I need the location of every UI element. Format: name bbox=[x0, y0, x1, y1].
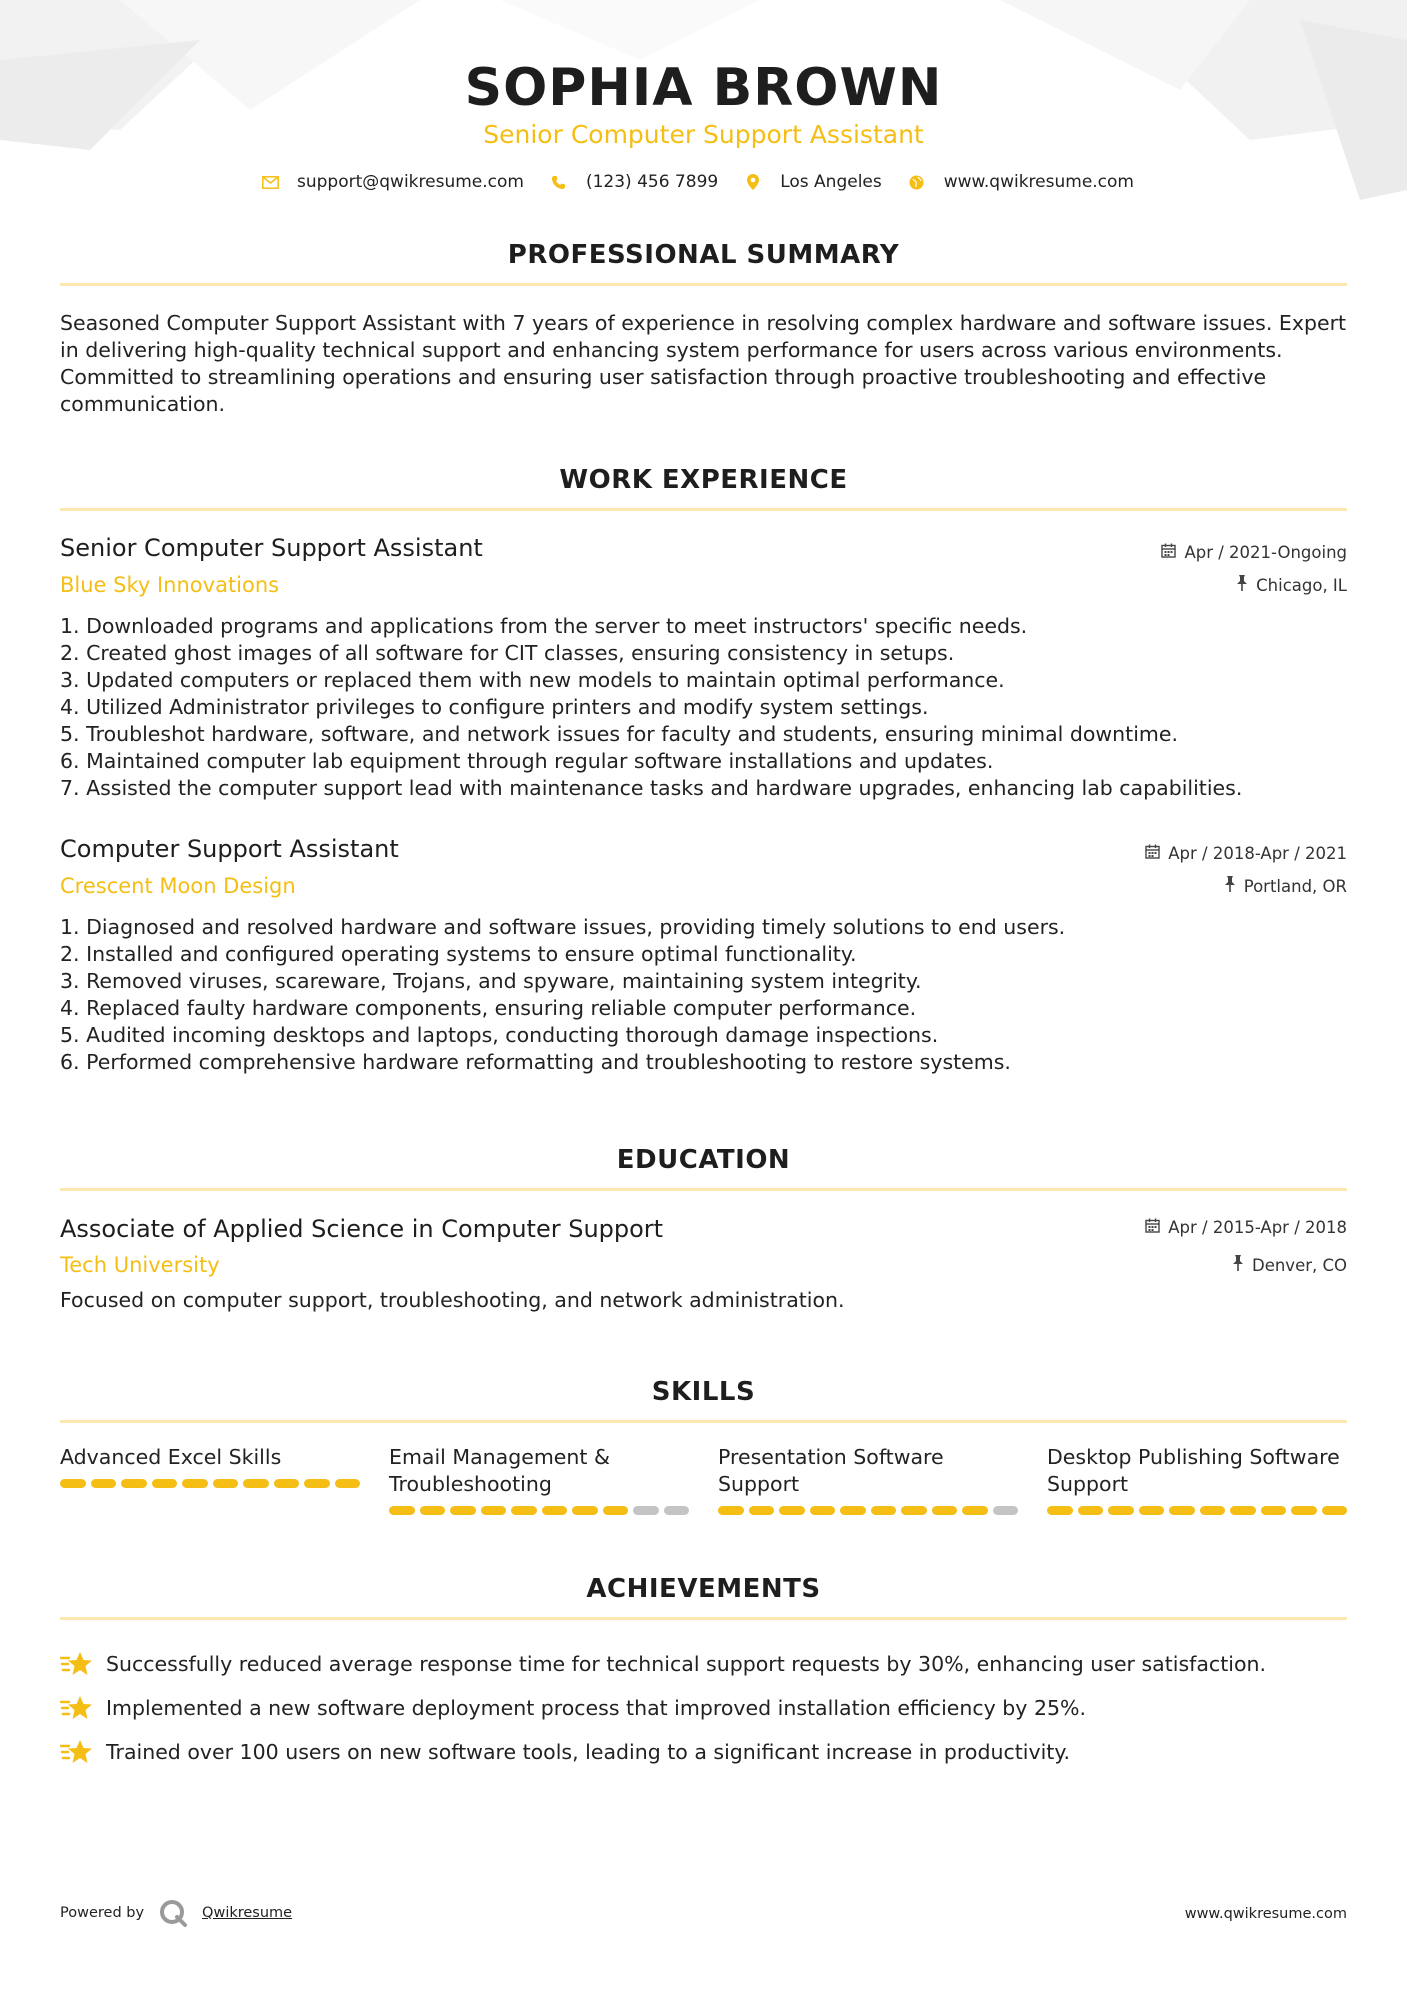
footer-website[interactable]: www.qwikresume.com bbox=[1184, 1906, 1347, 1922]
calendar-icon bbox=[1145, 1218, 1160, 1237]
skill-segment-filled bbox=[572, 1506, 598, 1515]
skill-name bbox=[60, 1444, 360, 1471]
skill-segment-filled bbox=[389, 1506, 415, 1515]
calendar-icon bbox=[1145, 844, 1160, 863]
list-item: 4. Utilized Administrator privileges to configure printers and modify system settings. bbox=[60, 695, 929, 719]
skill-item bbox=[718, 1444, 1018, 1515]
skill-level-bar bbox=[1047, 1506, 1347, 1515]
education-location-text: Denver, CO bbox=[1251, 1255, 1347, 1275]
skill-segment-filled bbox=[603, 1506, 629, 1515]
contact-email[interactable] bbox=[261, 172, 524, 192]
skill-segment-filled bbox=[1291, 1506, 1317, 1515]
skill-segment-filled bbox=[962, 1506, 988, 1515]
job-location bbox=[1224, 876, 1347, 896]
qwikresume-logo-icon bbox=[158, 1898, 188, 1928]
summary-divider bbox=[60, 283, 1347, 286]
achievements-list bbox=[60, 1642, 1347, 1774]
skill-name-line: Email Management & bbox=[389, 1445, 610, 1469]
skill-segment-filled bbox=[779, 1506, 805, 1515]
job-location-text: Chicago, IL bbox=[1256, 575, 1347, 595]
pushpin-icon bbox=[1224, 876, 1236, 896]
skill-level-bar bbox=[718, 1506, 1018, 1515]
list-item: 4. Replaced faulty hardware components, ensuring reliable computer performance. bbox=[60, 996, 917, 1020]
job-dates bbox=[1145, 844, 1347, 863]
education-location bbox=[1232, 1255, 1347, 1275]
list-item: 1. Downloaded programs and applications from the server to meet instructors' specific needs. bbox=[60, 614, 1028, 638]
list-item: 2. Created ghost images of all software for CIT classes, ensuring consistency in setups. bbox=[60, 641, 955, 665]
skill-segment-filled bbox=[1322, 1506, 1348, 1515]
skill-segment-filled bbox=[1230, 1506, 1256, 1515]
star-icon bbox=[60, 1693, 94, 1723]
contact-phone-text: (123) 456 7899 bbox=[585, 172, 719, 192]
contact-bar bbox=[0, 172, 1407, 192]
list-item: 3. Removed viruses, scareware, Trojans, and spyware, maintaining system integrity. bbox=[60, 969, 922, 993]
list-item: 6. Performed comprehensive hardware reformatting and troubleshooting to restore systems. bbox=[60, 1050, 1011, 1074]
skill-segment-filled bbox=[450, 1506, 476, 1515]
job-dates bbox=[1161, 543, 1347, 562]
list-item: 3. Updated computers or replaced them with new models to maintain optimal performance. bbox=[60, 668, 1005, 692]
candidate-role: Senior Computer Support Assistant bbox=[483, 120, 924, 149]
calendar-icon bbox=[1161, 543, 1176, 562]
education-dates-text: Apr / 2015-Apr / 2018 bbox=[1168, 1218, 1347, 1237]
skill-segment-filled bbox=[1047, 1506, 1073, 1515]
list-item: 5. Troubleshot hardware, software, and network issues for faculty and students, ensuring minimal downtime. bbox=[60, 722, 1179, 746]
skill-segment-filled bbox=[840, 1506, 866, 1515]
education-school: Tech University bbox=[60, 1253, 220, 1277]
skill-segment-filled bbox=[213, 1479, 239, 1488]
candidate-name: SOPHIA BROWN bbox=[464, 58, 943, 118]
education-dates bbox=[1145, 1218, 1347, 1237]
skill-segment-filled bbox=[718, 1506, 744, 1515]
powered-by-label: Powered by bbox=[60, 1905, 145, 1921]
list-item: 1. Diagnosed and resolved hardware and software issues, providing timely solutions to end users. bbox=[60, 915, 1066, 939]
skills-divider bbox=[60, 1420, 1347, 1423]
summary-heading: PROFESSIONAL SUMMARY bbox=[507, 240, 900, 270]
contact-website-text: www.qwikresume.com bbox=[943, 172, 1134, 192]
skill-item bbox=[389, 1444, 689, 1515]
skill-segment-empty bbox=[664, 1506, 690, 1515]
map-marker-icon bbox=[744, 174, 762, 190]
skill-segment-filled bbox=[91, 1479, 117, 1488]
phone-icon bbox=[550, 175, 568, 190]
achievements-heading: ACHIEVEMENTS bbox=[586, 1574, 821, 1604]
star-icon bbox=[60, 1737, 94, 1767]
qwikresume-link[interactable]: Qwikresume bbox=[202, 1905, 293, 1921]
pushpin-icon bbox=[1232, 1255, 1244, 1275]
job-location bbox=[1236, 575, 1347, 595]
skill-segment-empty bbox=[633, 1506, 659, 1515]
skill-item bbox=[1047, 1444, 1347, 1515]
contact-phone[interactable] bbox=[550, 172, 718, 192]
skill-segment-filled bbox=[749, 1506, 775, 1515]
experience-heading: WORK EXPERIENCE bbox=[559, 465, 848, 495]
list-item: 6. Maintained computer lab equipment through regular software installations and updates. bbox=[60, 749, 994, 773]
skill-segment-filled bbox=[1261, 1506, 1287, 1515]
skill-name-line: Presentation Software bbox=[718, 1445, 944, 1469]
achievement-text: Successfully reduced average response time for technical support requests by 30%, enhancing user satisfaction. bbox=[106, 1652, 1266, 1676]
list-item bbox=[60, 1686, 1347, 1730]
skill-segment-filled bbox=[420, 1506, 446, 1515]
skill-segment-filled bbox=[871, 1506, 897, 1515]
list-item: 5. Audited incoming desktops and laptops, conducting thorough damage inspections. bbox=[60, 1023, 939, 1047]
skill-item bbox=[60, 1444, 360, 1515]
list-item bbox=[60, 1642, 1347, 1686]
list-item: 7. Assisted the computer support lead with maintenance tasks and hardware upgrades, enhancing lab capabilities. bbox=[60, 776, 1243, 800]
skill-segment-filled bbox=[901, 1506, 927, 1515]
education-heading: EDUCATION bbox=[616, 1145, 791, 1175]
skill-segment-filled bbox=[1169, 1506, 1195, 1515]
globe-icon bbox=[908, 175, 926, 190]
pushpin-icon bbox=[1236, 575, 1248, 595]
skill-segment-filled bbox=[1078, 1506, 1104, 1515]
skill-name-line: Support bbox=[1047, 1472, 1129, 1496]
job-company: Crescent Moon Design bbox=[60, 874, 296, 898]
job-dates-text: Apr / 2018-Apr / 2021 bbox=[1168, 844, 1347, 863]
contact-website[interactable] bbox=[908, 172, 1134, 192]
achievements-divider bbox=[60, 1617, 1347, 1620]
job-title: Senior Computer Support Assistant bbox=[60, 534, 483, 562]
skill-segment-filled bbox=[1108, 1506, 1134, 1515]
summary-text: Seasoned Computer Support Assistant with 7 years of experience in resolving complex hardware and software issues. Expert in delivering high-quality technical support and enhancing system performance for users across various environments. Committed to streamlining operations and ensuring user satisfaction through proactive troubleshooting and effective communication. bbox=[60, 311, 1347, 416]
education-divider bbox=[60, 1188, 1347, 1191]
star-icon bbox=[60, 1649, 94, 1679]
list-item: 2. Installed and configured operating systems to ensure optimal functionality. bbox=[60, 942, 857, 966]
skill-segment-empty bbox=[993, 1506, 1019, 1515]
job-title: Computer Support Assistant bbox=[60, 835, 399, 863]
footer-powered-by bbox=[60, 1898, 292, 1928]
job-bullets bbox=[60, 914, 1347, 1076]
contact-email-text: support@qwikresume.com bbox=[297, 172, 524, 192]
contact-location bbox=[744, 172, 882, 192]
skill-segment-filled bbox=[274, 1479, 300, 1488]
achievement-text: Implemented a new software deployment process that improved installation efficiency by 25%. bbox=[106, 1696, 1087, 1720]
contact-location-text: Los Angeles bbox=[780, 172, 882, 192]
skill-name-line: Desktop Publishing Software bbox=[1047, 1445, 1340, 1469]
skill-level-bar bbox=[60, 1479, 360, 1488]
skill-segment-filled bbox=[481, 1506, 507, 1515]
skills-heading: SKILLS bbox=[651, 1377, 756, 1407]
education-description: Focused on computer support, troubleshooting, and network administration. bbox=[60, 1288, 845, 1312]
skill-name bbox=[389, 1444, 689, 1498]
job-dates-text: Apr / 2021-Ongoing bbox=[1184, 543, 1347, 562]
list-item bbox=[60, 1730, 1347, 1774]
skill-segment-filled bbox=[542, 1506, 568, 1515]
skill-segment-filled bbox=[810, 1506, 836, 1515]
job-location-text: Portland, OR bbox=[1243, 876, 1347, 896]
envelope-icon bbox=[261, 176, 279, 189]
skill-name bbox=[1047, 1444, 1347, 1498]
job-company: Blue Sky Innovations bbox=[60, 573, 280, 597]
skill-segment-filled bbox=[304, 1479, 330, 1488]
skill-segment-filled bbox=[511, 1506, 537, 1515]
skill-segment-filled bbox=[152, 1479, 178, 1488]
skill-segment-filled bbox=[1139, 1506, 1165, 1515]
experience-divider bbox=[60, 508, 1347, 511]
skill-name-line: Advanced Excel Skills bbox=[60, 1445, 282, 1469]
achievement-text: Trained over 100 users on new software tools, leading to a significant increase in productivity. bbox=[106, 1740, 1071, 1764]
skill-segment-filled bbox=[1200, 1506, 1226, 1515]
skill-segment-filled bbox=[121, 1479, 147, 1488]
skill-segment-filled bbox=[243, 1479, 269, 1488]
skills-grid bbox=[60, 1444, 1347, 1515]
skill-segment-filled bbox=[60, 1479, 86, 1488]
skill-name-line: Troubleshooting bbox=[389, 1472, 552, 1496]
job-bullets bbox=[60, 613, 1347, 802]
skill-segment-filled bbox=[182, 1479, 208, 1488]
skill-level-bar bbox=[389, 1506, 689, 1515]
education-degree: Associate of Applied Science in Computer Support bbox=[60, 1215, 664, 1243]
skill-segment-filled bbox=[932, 1506, 958, 1515]
skill-segment-filled bbox=[335, 1479, 361, 1488]
skill-name bbox=[718, 1444, 1018, 1498]
skill-name-line: Support bbox=[718, 1472, 800, 1496]
